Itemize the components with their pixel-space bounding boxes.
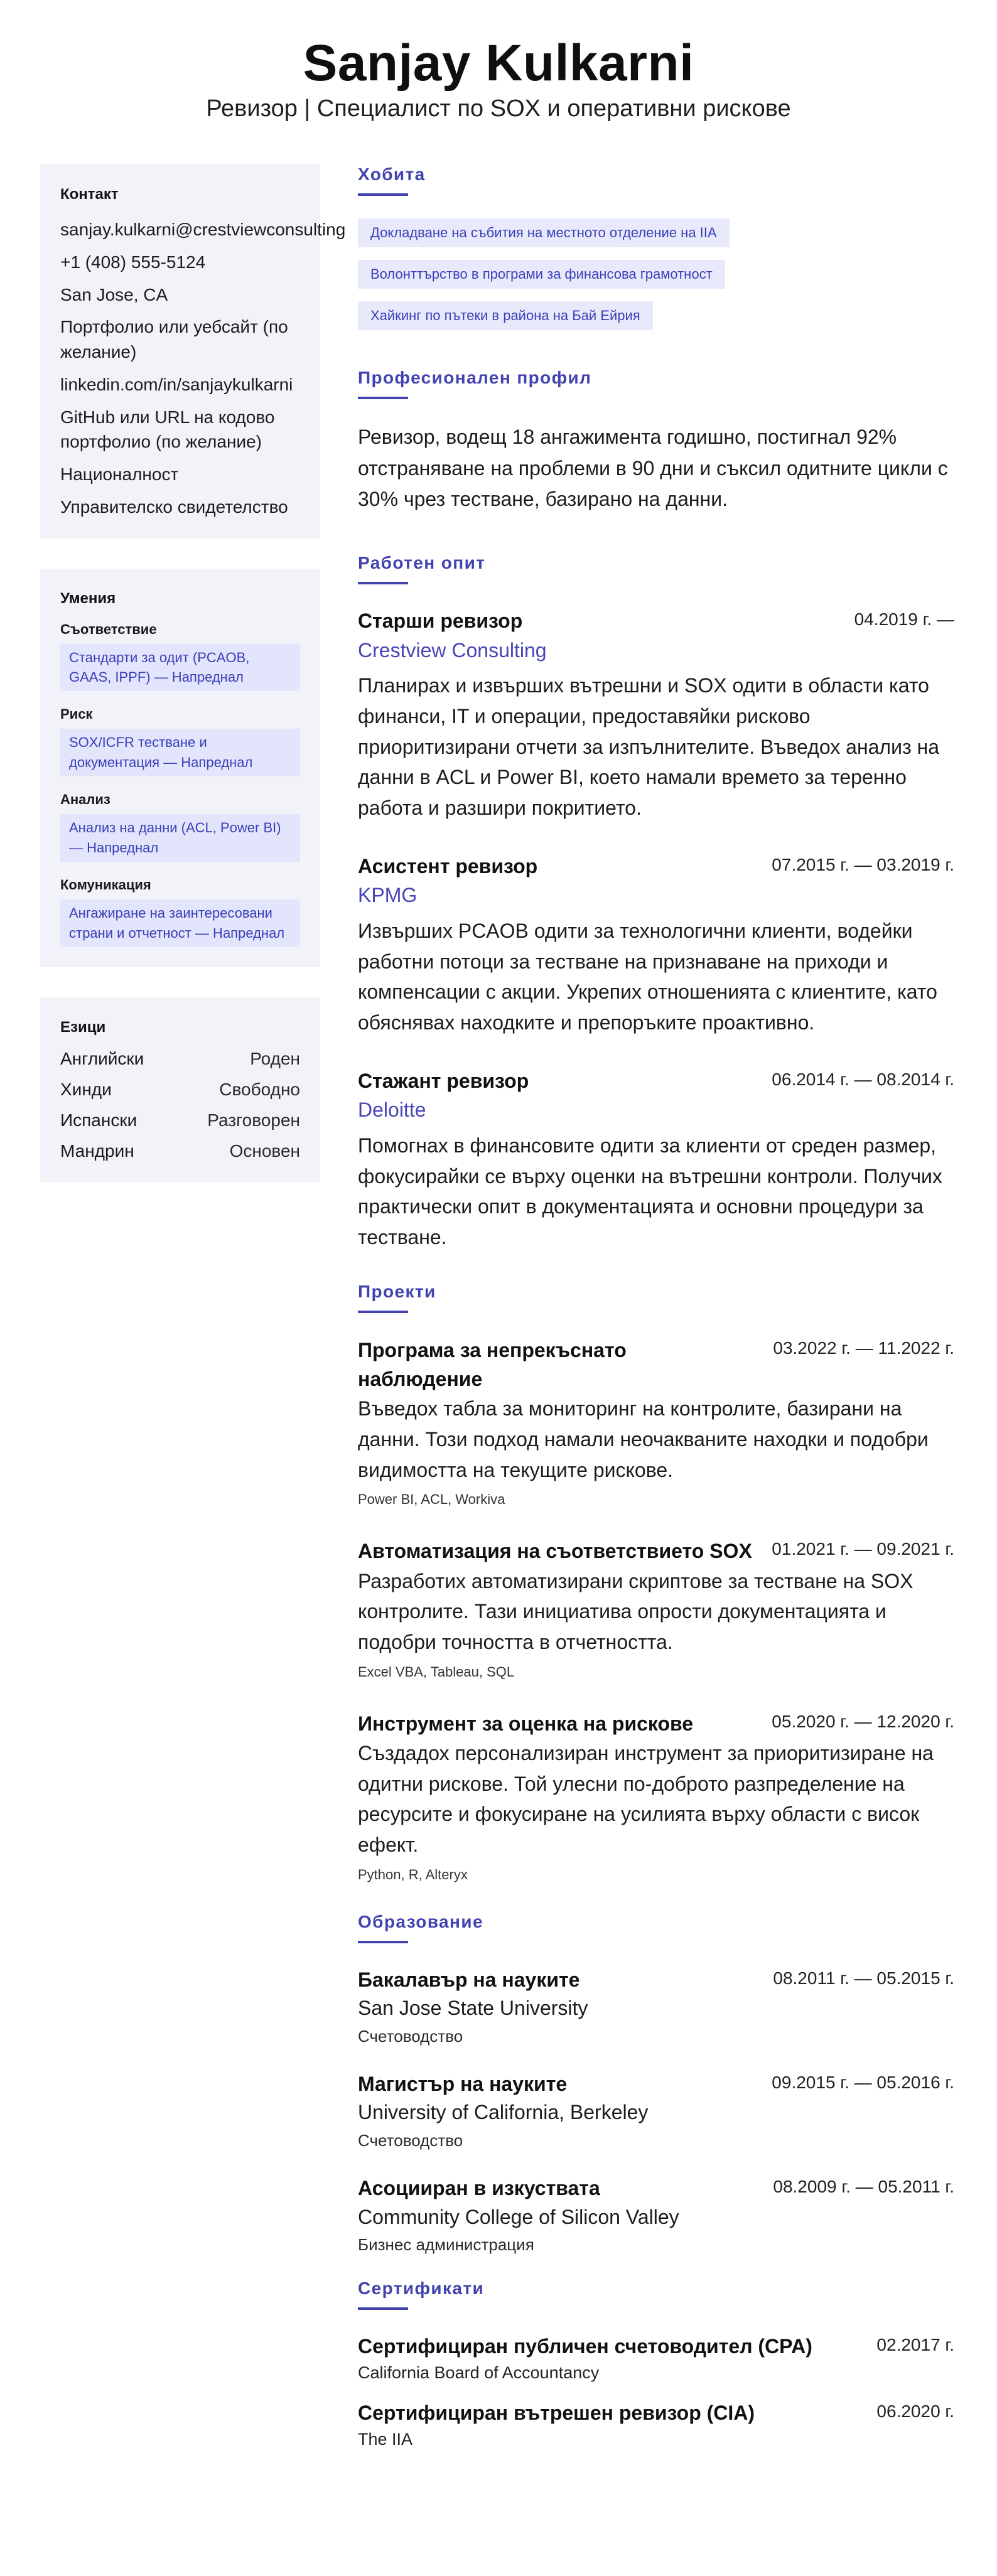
job-description: Извърших PCAOB одити за технологични клиенти, водейки работни потоци за тестване на признаване на приходи и компенсации с акции. Укрепих отношенията с клиентите, като обяснявах находките и препоръките проактивно. <box>358 920 937 1034</box>
contact-title: Контакт <box>60 186 119 203</box>
language-level: Разговорен <box>207 1110 300 1130</box>
skill-category: Анализ <box>60 792 110 808</box>
language-row <box>60 1142 300 1160</box>
skill-category: Риск <box>60 706 93 722</box>
job-description: Планирах и извърших вътрешни и SOX одити в области като финанси, IT и операции, предоставяйки рисково приоритизирани отчети за изпълнителите. Въведох анализ на данни в ACL и Power BI, което намали времето за теренно работа и разшири покритието. <box>358 674 939 819</box>
certificates-section <box>358 2278 954 2449</box>
languages-card <box>40 997 320 1182</box>
job-description: Помогнах в финансовите одити за клиенти от среден размер, фокусирайки се върху оценки на вътрешни контроли. Получих практически опит в документацията и основни процедури за тестване. <box>358 1134 942 1249</box>
certificate-issuer: California Board of Accountancy <box>358 2363 600 2382</box>
language-name: Мандрин <box>60 1140 134 1161</box>
project-entry <box>358 1709 954 1883</box>
experience-entry <box>358 607 954 824</box>
certificate-entry <box>358 2332 954 2383</box>
education-entry <box>358 1966 954 2046</box>
skill-item: Ангажиране на заинтересовани страни и отчетност — Напреднал <box>60 899 300 947</box>
project-technologies: Python, R, Alteryx <box>358 1866 468 1882</box>
projects-section <box>358 1282 954 1883</box>
section-divider <box>358 1311 408 1313</box>
education-section <box>358 1912 954 2255</box>
contact-phone[interactable]: +1 (408) 555-5124 <box>60 252 206 272</box>
skill-item: SOX/ICFR тестване и документация — Напреднал <box>60 729 300 776</box>
job-title: Старши ревизор <box>358 609 523 632</box>
skill-category: Комуникация <box>60 876 151 893</box>
language-level: Свободно <box>219 1079 300 1099</box>
job-title: Асистент ревизор <box>358 854 538 877</box>
education-entry <box>358 2070 954 2150</box>
profile-section <box>358 368 954 515</box>
language-level: Основен <box>229 1140 300 1161</box>
school-name: Community College of Silicon Valley <box>358 2205 679 2228</box>
skill-category: Съответствие <box>60 621 157 637</box>
skills-title: Умения <box>60 589 116 607</box>
education-dates: 08.2009 г. — 05.2011 г. <box>773 2176 954 2196</box>
section-divider <box>358 2307 408 2310</box>
project-technologies: Power BI, ACL, Workiva <box>358 1491 505 1508</box>
section-title: Сертификати <box>358 2278 485 2299</box>
certificate-issuer: The IIA <box>358 2429 413 2449</box>
section-title: Хобита <box>358 164 426 184</box>
company-name: KPMG <box>358 884 418 907</box>
contact-portfolio: Портфолио или уебсайт (по желание) <box>60 317 288 362</box>
contact-license: Управителско свидетелство <box>60 496 288 517</box>
section-divider <box>358 397 408 399</box>
resume-header <box>0 35 997 122</box>
certificate-name: Сертифициран вътрешен ревизор (CIA) <box>358 2401 755 2424</box>
main-column <box>358 164 954 2449</box>
certificate-date: 02.2017 г. <box>876 2335 954 2355</box>
project-description: Създадох персонализиран инструмент за приоритизиране на одитни рискове. Той улесни по-доброто разпределение на ресурсите и фокусиране на усилията върху области с висок ефект. <box>358 1742 934 1856</box>
language-name: Английски <box>60 1048 144 1068</box>
contact-card <box>40 164 346 539</box>
school-name: University of California, Berkeley <box>358 2101 649 2124</box>
section-title: Образование <box>358 1911 483 1931</box>
section-divider <box>358 193 408 196</box>
skill-item: Стандарти за одит (PCAOB, GAAS, IPPF) — Напреднал <box>60 644 300 692</box>
experience-entry <box>358 1067 954 1253</box>
contact-location: San Jose, CA <box>60 284 168 304</box>
project-description: Въведох табла за мониторинг на контролите, базирани на данни. Този подход намали неочакваните находки и подобри видимостта на текущите рискове. <box>358 1397 929 1481</box>
project-entry <box>358 1537 954 1680</box>
degree-name: Бакалавър на науките <box>358 1968 580 1991</box>
section-title: Професионален профил <box>358 368 592 387</box>
person-name: Sanjay Kulkarni <box>303 35 694 92</box>
sidebar <box>40 164 346 1212</box>
language-level: Роден <box>250 1048 300 1068</box>
language-row <box>60 1081 300 1098</box>
project-entry <box>358 1336 954 1508</box>
project-description: Разработих автоматизирани скриптове за тестване на SOX контролите. Тази инициатива опрости документацията и подобри точността в отчетността. <box>358 1569 913 1653</box>
education-dates: 08.2011 г. — 05.2015 г. <box>773 1968 954 1988</box>
certificate-date: 06.2020 г. <box>876 2401 954 2421</box>
contact-email[interactable]: sanjay.kulkarni@crestviewconsulting <box>60 220 346 239</box>
section-divider <box>358 582 408 584</box>
certificate-entry <box>358 2399 954 2449</box>
project-title: Програма за непрекъснато наблюдение <box>358 1338 627 1391</box>
experience-entry <box>358 852 954 1038</box>
project-dates: 03.2022 г. — 11.2022 г. <box>773 1338 954 1358</box>
education-entry <box>358 2174 954 2255</box>
skill-item: Анализ на данни (ACL, Power BI) — Напреднал <box>60 814 300 862</box>
project-technologies: Excel VBA, Tableau, SQL <box>358 1663 515 1680</box>
language-row <box>60 1050 300 1068</box>
skills-card <box>40 569 320 967</box>
field-of-study: Счетоводство <box>358 2130 463 2150</box>
person-title: Ревизор | Специалист по SOX и оперативни рискове <box>206 95 791 122</box>
project-title: Автоматизация на съответствието SOX <box>358 1540 752 1563</box>
contact-github: GitHub или URL на кодово портфолио (по желание) <box>60 407 275 452</box>
language-name: Хинди <box>60 1079 112 1099</box>
job-dates: 06.2014 г. — 08.2014 г. <box>772 1069 954 1089</box>
hobby-tag: Хайкинг по пътеки в района на Бай Ейрия <box>358 301 653 330</box>
project-title: Инструмент за оценка на рискове <box>358 1712 694 1735</box>
hobbies-section <box>358 164 954 343</box>
section-title: Работен опит <box>358 552 486 572</box>
job-dates: 07.2015 г. — 03.2019 г. <box>772 854 954 874</box>
project-dates: 05.2020 г. — 12.2020 г. <box>772 1711 954 1731</box>
project-dates: 01.2021 г. — 09.2021 г. <box>772 1539 954 1559</box>
school-name: San Jose State University <box>358 1997 588 2020</box>
section-divider <box>358 1941 408 1943</box>
field-of-study: Бизнес администрация <box>358 2235 534 2255</box>
company-name: Deloitte <box>358 1098 426 1122</box>
hobby-tag: Волонттърство в програми за финансова грамотност <box>358 260 725 289</box>
language-name: Испански <box>60 1110 137 1130</box>
job-dates: 04.2019 г. — <box>854 609 954 629</box>
hobby-tag: Докладване на събития на местното отделение на IIA <box>358 218 730 247</box>
section-title: Проекти <box>358 1281 436 1301</box>
job-title: Стажант ревизор <box>358 1069 529 1092</box>
education-dates: 09.2015 г. — 05.2016 г. <box>772 2072 954 2092</box>
degree-name: Магистър на науките <box>358 2072 568 2095</box>
contact-linkedin[interactable]: linkedin.com/in/sanjaykulkarni <box>60 374 293 394</box>
language-row <box>60 1112 300 1129</box>
degree-name: Асоцииран в изкуствата <box>358 2176 600 2199</box>
certificate-name: Сертифициран публичен счетоводител (CPA) <box>358 2335 812 2358</box>
company-name: Crestview Consulting <box>358 638 547 662</box>
field-of-study: Счетоводство <box>358 2026 463 2046</box>
contact-nationality: Националност <box>60 464 179 484</box>
experience-section <box>358 553 954 1253</box>
languages-title: Езици <box>60 1018 106 1036</box>
profile-summary: Ревизор, водещ 18 ангажимента годишно, постигнал 92% отстраняване на проблеми в 90 дни и съксил одитните цикли с 30% чрез тестване, базирано на данни. <box>358 426 948 511</box>
